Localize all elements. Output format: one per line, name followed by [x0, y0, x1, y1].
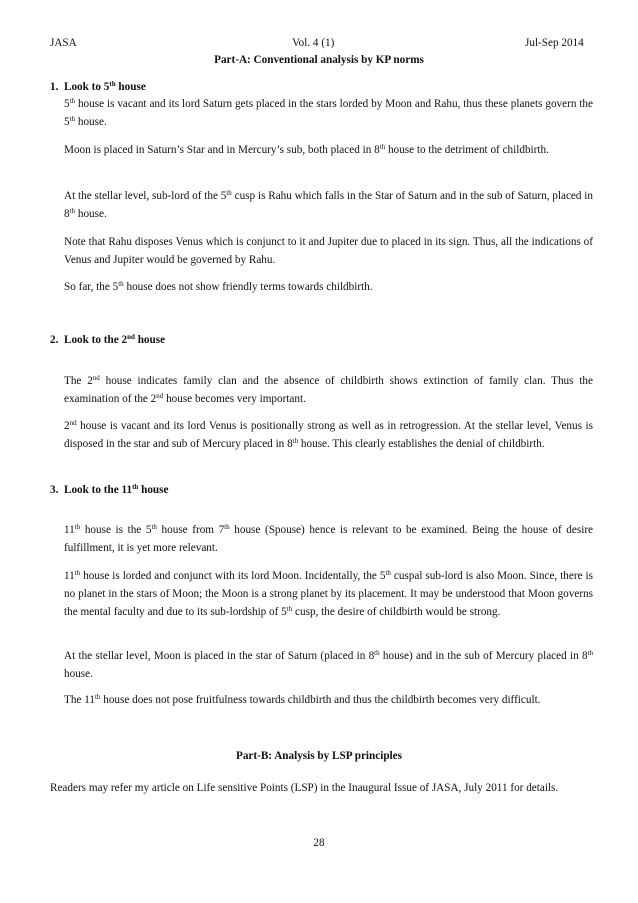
section-2-paragraph-2: 2nd house is vacant and its lord Venus is positionally strong as well as in retrogression. At the stellar level, Venus is disposed in the star and sub of Mercury placed in 8th house. This clearly establishes the denial of childbirth. — [64, 419, 593, 450]
section-3-paragraph-3: At the stellar level, Moon is placed in the star of Saturn (placed in 8th house) and in the sub of Mercury placed in 8th house. — [64, 649, 593, 680]
section-1-paragraph-3: At the stellar level, sub-lord of the 5th cusp is Rahu which falls in the Star of Saturn and in the sub of Saturn, placed in 8th house. — [64, 189, 593, 220]
section-3-paragraph-2: 11th house is lorded and conjunct with its lord Moon. Incidentally, the 5th cuspal sub-lord is also Moon. Since, there is no planet in the stars of Moon; the Moon is a strong planet by its placement. It may be understood that Moon governs the mental faculty and due to its sub-lordship of 5th cusp, the desire of childbirth would be strong. — [64, 569, 593, 618]
section-3-heading: Look to the 11th house — [64, 483, 169, 496]
section-1-paragraph-4: Note that Rahu disposes Venus which is conjunct to it and Jupiter due to placed in its sign. Thus, all the indications of Venus and Jupiter would be governed by Rahu. — [64, 236, 593, 266]
section-1-number: 1. — [50, 81, 59, 93]
section-2-number: 2. — [50, 334, 59, 346]
section-2-heading: Look to the 2nd house — [64, 333, 166, 346]
section-1-paragraph-2: Moon is placed in Saturn’s Star and in Mercury’s sub, both placed in 8th house to the detriment of childbirth. — [64, 143, 549, 156]
section-1-paragraph-5: So far, the 5th house does not show friendly terms towards childbirth. — [64, 280, 373, 293]
part-b-title: Part-B: Analysis by LSP principles — [236, 750, 402, 762]
part-a-title: Part-A: Conventional analysis by KP norms — [214, 54, 424, 66]
section-1-heading: Look to 5th house — [64, 80, 146, 93]
header-journal: JASA — [50, 37, 77, 49]
section-3-paragraph-4: The 11th house does not pose fruitfulness towards childbirth and thus the childbirth becomes very difficult. — [64, 693, 541, 706]
part-b-text: Readers may refer my article on Life sensitive Points (LSP) in the Inaugural Issue of JASA, July 2011 for details. — [50, 782, 559, 794]
section-2-paragraph-1: The 2nd house indicates family clan and the absence of childbirth shows extinction of family clan. Thus the examination of the 2nd house becomes very important. — [64, 374, 593, 405]
section-3-paragraph-1: 11th house is the 5th house from 7th house (Spouse) hence is relevant to be examined. Being the house of desire fulfillment, it is yet more relevant. — [64, 523, 594, 554]
section-3-number: 3. — [50, 484, 59, 496]
header-date: Jul-Sep 2014 — [525, 37, 584, 49]
section-1-paragraph-1: 5th house is vacant and its lord Saturn gets placed in the stars lorded by Moon and Rahu, thus these planets govern the 5th house. — [64, 97, 593, 128]
page-number: 28 — [313, 837, 325, 849]
header-volume: Vol. 4 (1) — [292, 37, 335, 49]
